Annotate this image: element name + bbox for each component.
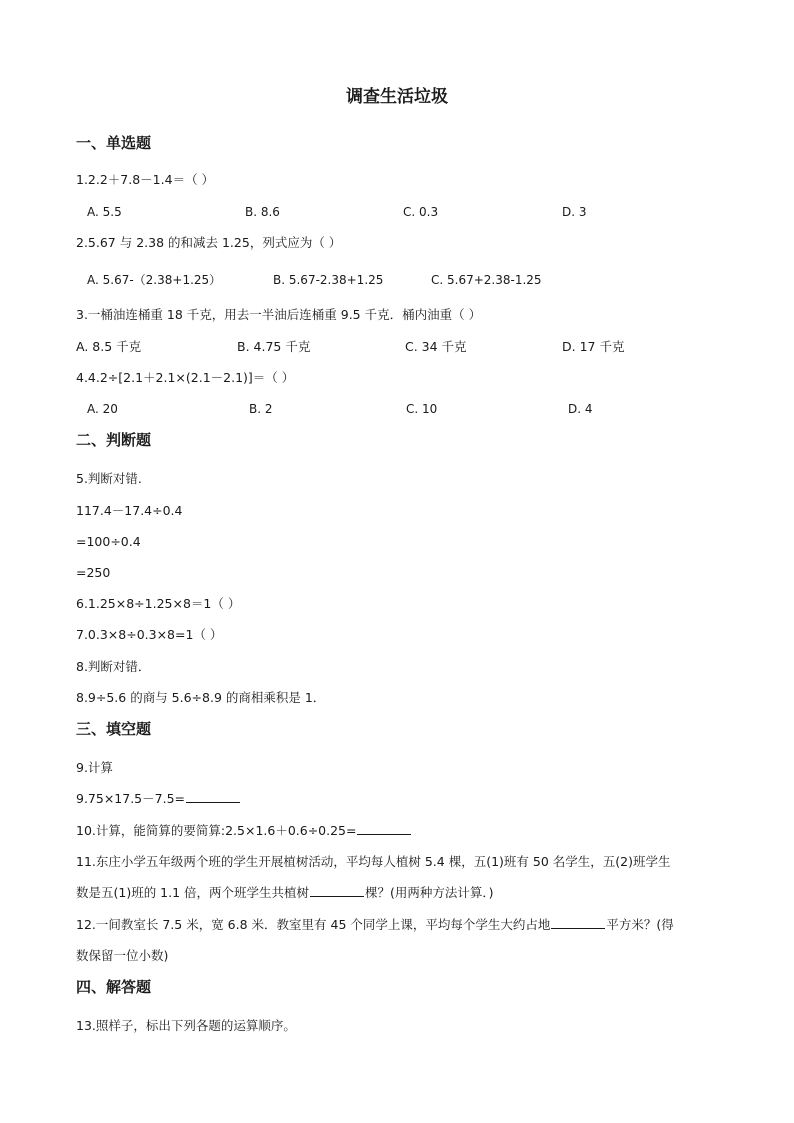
section-heading-single-choice: 一、单选题 [76, 134, 152, 152]
question-1-option-b: B. 8.6 [245, 205, 280, 219]
question-4-option-a: A. 20 [87, 402, 118, 416]
question-7-stem: 7.0.3×8÷0.3×8=1（ ） [76, 627, 223, 642]
question-12-line-2: 数保留一位小数) [76, 948, 169, 963]
question-12-text-a: 12.一间教室长 7.5 米，宽 6.8 米．教室里有 45 个同学上课，平均每个学生大约占地 [76, 917, 551, 932]
question-4-option-d: D. 4 [568, 402, 593, 416]
question-8-line-2: 8.9÷5.6 的商与 5.6÷8.9 的商相乘积是 1． [76, 690, 326, 705]
question-5-line-3: =100÷0.4 [76, 534, 141, 549]
section-heading-true-false: 二、判断题 [76, 431, 152, 449]
question-8-line-1: 8.判断对错． [76, 659, 151, 674]
question-3-option-d: D. 17 千克 [562, 339, 625, 354]
question-12-line-1 [76, 916, 674, 934]
question-1-stem: 1.2.2＋7.8－1.4＝（ ） [76, 172, 215, 187]
question-13-stem: 13.照样子，标出下列各题的运算顺序。 [76, 1018, 296, 1033]
question-5-line-4: =250 [76, 565, 111, 580]
question-6-stem: 6.1.25×8÷1.25×8＝1（ ） [76, 596, 241, 611]
question-12-text-b: 平方米？(得 [606, 917, 674, 932]
question-3-stem: 3.一桶油连桶重 18 千克，用去一半油后连桶重 9.5 千克．桶内油重（ ） [76, 307, 482, 322]
question-9-answer-blank[interactable] [186, 790, 240, 803]
question-2-option-b: B. 5.67-2.38+1.25 [273, 273, 384, 287]
question-3-option-c: C. 34 千克 [405, 339, 467, 354]
question-10-answer-blank[interactable] [357, 822, 411, 835]
question-9-line-1: 9.计算 [76, 760, 113, 775]
question-11-text-b: 棵？(用两种方法计算．) [365, 885, 494, 900]
question-2-stem: 2.5.67 与 2.38 的和减去 1.25，列式应为（ ） [76, 235, 342, 250]
section-heading-solve: 四、解答题 [76, 978, 152, 996]
question-11-answer-blank[interactable] [310, 884, 364, 897]
question-10-stem [76, 822, 412, 840]
question-1-option-c: C. 0.3 [403, 205, 439, 219]
section-heading-fill-in: 三、填空题 [76, 720, 152, 738]
question-11-text-a: 数是五(1)班的 1.1 倍，两个班学生共植树 [76, 885, 310, 900]
question-3-option-a: A. 8.5 千克 [76, 339, 142, 354]
question-2-option-c: C. 5.67+2.38-1.25 [431, 273, 542, 287]
question-10-text: 10.计算，能简算的要简算:2.5×1.6＋0.6÷0.25= [76, 823, 357, 838]
question-2-option-a: A. 5.67-（2.38+1.25） [87, 273, 222, 287]
question-9-line-2 [76, 790, 241, 808]
question-5-line-2: 117.4－17.4÷0.4 [76, 503, 183, 518]
question-4-option-b: B. 2 [249, 402, 273, 416]
question-1-option-a: A. 5.5 [87, 205, 122, 219]
question-12-answer-blank[interactable] [551, 916, 605, 929]
page-title: 调查生活垃圾 [346, 87, 448, 107]
question-11-line-2 [76, 884, 494, 902]
question-4-option-c: C. 10 [406, 402, 438, 416]
question-11-line-1: 11.东庄小学五年级两个班的学生开展植树活动，平均每人植树 5.4 棵，五(1)班有 50 名学生，五(2)班学生 [76, 854, 671, 869]
question-1-option-d: D. 3 [562, 205, 587, 219]
question-3-option-b: B. 4.75 千克 [237, 339, 311, 354]
question-4-stem: 4.4.2÷[2.1＋2.1×(2.1－2.1)]＝（ ） [76, 370, 295, 385]
question-5-line-1: 5.判断对错. [76, 471, 142, 486]
question-9-expression: 9.75×17.5－7.5= [76, 791, 185, 806]
